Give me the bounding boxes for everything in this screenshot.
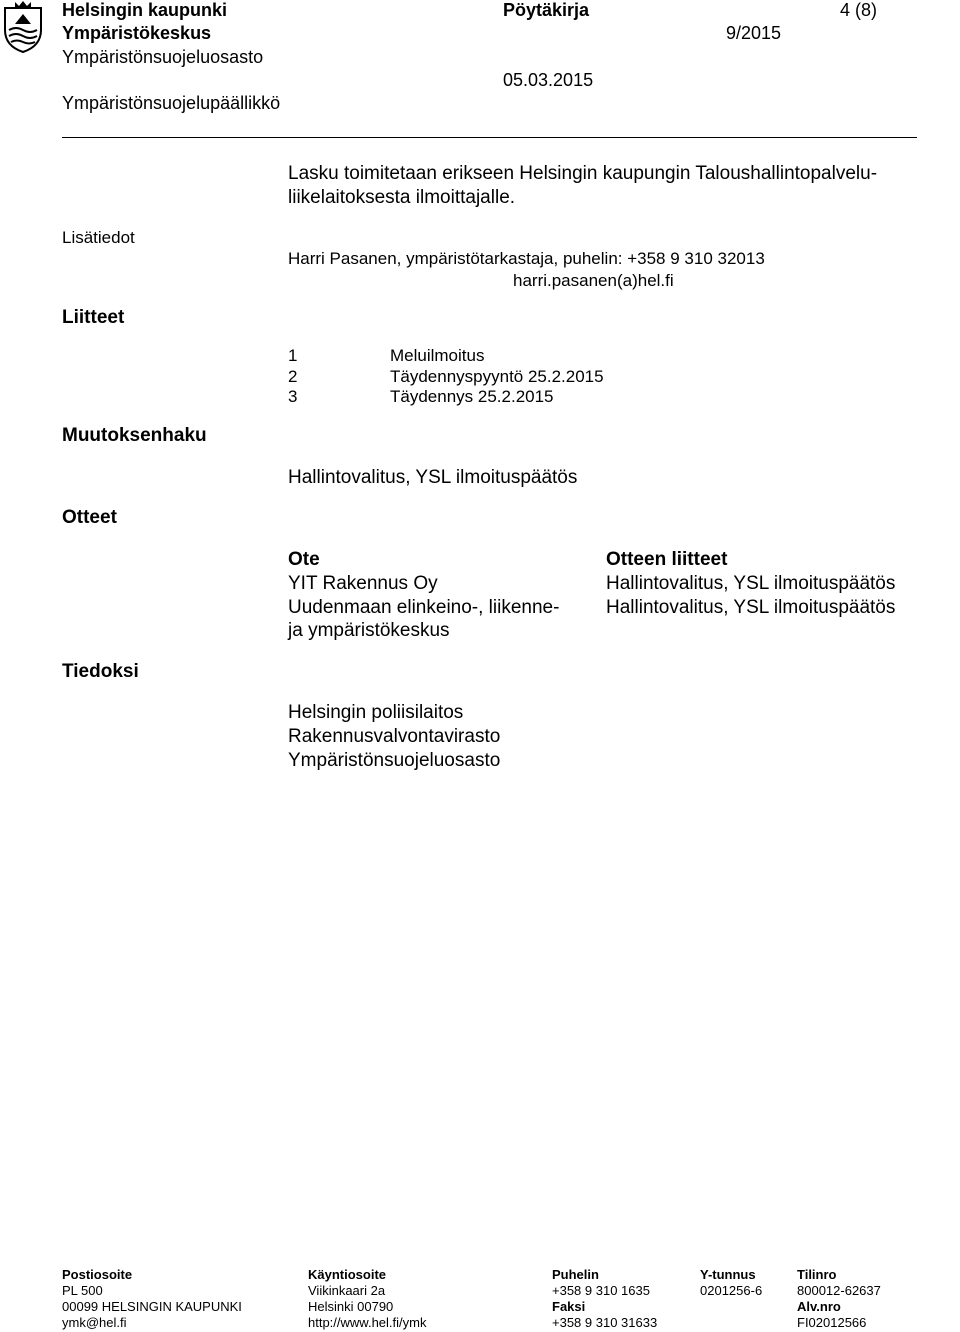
header-department: Ympäristönsuojeluosasto bbox=[62, 47, 264, 67]
footer-visit-heading: Käyntiosoite bbox=[308, 1267, 387, 1282]
appeal-text: Hallintovalitus, YSL ilmoituspäätös bbox=[288, 467, 578, 488]
header-divider bbox=[62, 137, 917, 138]
footer-postal-heading: Postiosoite bbox=[62, 1267, 133, 1282]
attachment-number: 2 bbox=[288, 367, 298, 386]
footer-account-heading: Tilinro bbox=[797, 1267, 837, 1282]
header-doc-number: 9/2015 bbox=[726, 23, 782, 43]
extract-attachment-item: Hallintovalitus, YSL ilmoituspäätös bbox=[606, 573, 896, 594]
footer-vat-heading: Alv.nro bbox=[797, 1299, 841, 1314]
info-recipient: Rakennusvalvontavirasto bbox=[288, 726, 501, 747]
attachment-label: Täydennyspyyntö 25.2.2015 bbox=[390, 367, 604, 386]
label-muutoksenhaku: Muutoksenhaku bbox=[62, 425, 207, 446]
header-page: 4 (8) bbox=[840, 0, 878, 20]
header-city: Helsingin kaupunki bbox=[62, 0, 228, 20]
footer-visit-line: Helsinki 00790 bbox=[308, 1299, 394, 1314]
footer-visit-line: Viikinkaari 2a bbox=[308, 1283, 386, 1298]
info-recipient: Helsingin poliisilaitos bbox=[288, 702, 464, 723]
attachment-number: 1 bbox=[288, 346, 298, 365]
footer-email-link[interactable]: ymk@hel.fi bbox=[62, 1315, 127, 1330]
header-official: Ympäristönsuojelupäällikkö bbox=[62, 93, 281, 113]
label-otteet: Otteet bbox=[62, 507, 117, 528]
footer-postal-line: 00099 HELSINGIN KAUPUNKI bbox=[62, 1299, 242, 1314]
label-lisatiedot: Lisätiedot bbox=[62, 228, 135, 247]
footer-phone-value: +358 9 310 1635 bbox=[552, 1283, 650, 1298]
contact-line: Harri Pasanen, ympäristötarkastaja, puhelin: +358 9 310 32013 bbox=[288, 249, 765, 268]
extract-recipient: YIT Rakennus Oy bbox=[288, 573, 438, 594]
attachment-label: Täydennys 25.2.2015 bbox=[390, 387, 554, 406]
invoice-text-line1: Lasku toimitetaan erikseen Helsingin kaupungin Taloushallintopalvelu- bbox=[288, 163, 878, 184]
footer-phone-heading: Puhelin bbox=[552, 1267, 599, 1282]
info-recipient: Ympäristönsuojeluosasto bbox=[288, 750, 501, 771]
label-liitteet: Liitteet bbox=[62, 307, 125, 328]
attachment-label: Meluilmoitus bbox=[390, 346, 485, 365]
footer-business-id-value: 0201256-6 bbox=[700, 1283, 763, 1298]
header-doc-type: Pöytäkirja bbox=[503, 0, 590, 20]
footer-postal-line: PL 500 bbox=[62, 1283, 103, 1298]
header-date: 05.03.2015 bbox=[503, 70, 594, 90]
footer-vat-value: FI02012566 bbox=[797, 1315, 867, 1330]
attachment-number: 3 bbox=[288, 387, 298, 406]
contact-email: harri.pasanen(a)hel.fi bbox=[513, 271, 674, 290]
extract-recipient: Uudenmaan elinkeino-, liikenne- bbox=[288, 597, 560, 618]
extract-heading: Ote bbox=[288, 549, 320, 570]
helsinki-crest-logo bbox=[1, 0, 45, 54]
invoice-text-line2: liikelaitoksesta ilmoittajalle. bbox=[288, 187, 516, 208]
footer-fax-heading: Faksi bbox=[552, 1299, 586, 1314]
extract-attachments-heading: Otteen liitteet bbox=[606, 549, 728, 570]
extract-attachment-item: Hallintovalitus, YSL ilmoituspäätös bbox=[606, 597, 896, 618]
extract-recipient: ja ympäristökeskus bbox=[288, 620, 450, 641]
label-tiedoksi: Tiedoksi bbox=[62, 661, 139, 682]
header-office: Ympäristökeskus bbox=[62, 23, 212, 43]
footer-website-link[interactable]: http://www.hel.fi/ymk bbox=[308, 1315, 427, 1330]
footer-account-value: 800012-62637 bbox=[797, 1283, 881, 1298]
footer-fax-value: +358 9 310 31633 bbox=[552, 1315, 658, 1330]
footer-business-id-heading: Y-tunnus bbox=[700, 1267, 756, 1282]
